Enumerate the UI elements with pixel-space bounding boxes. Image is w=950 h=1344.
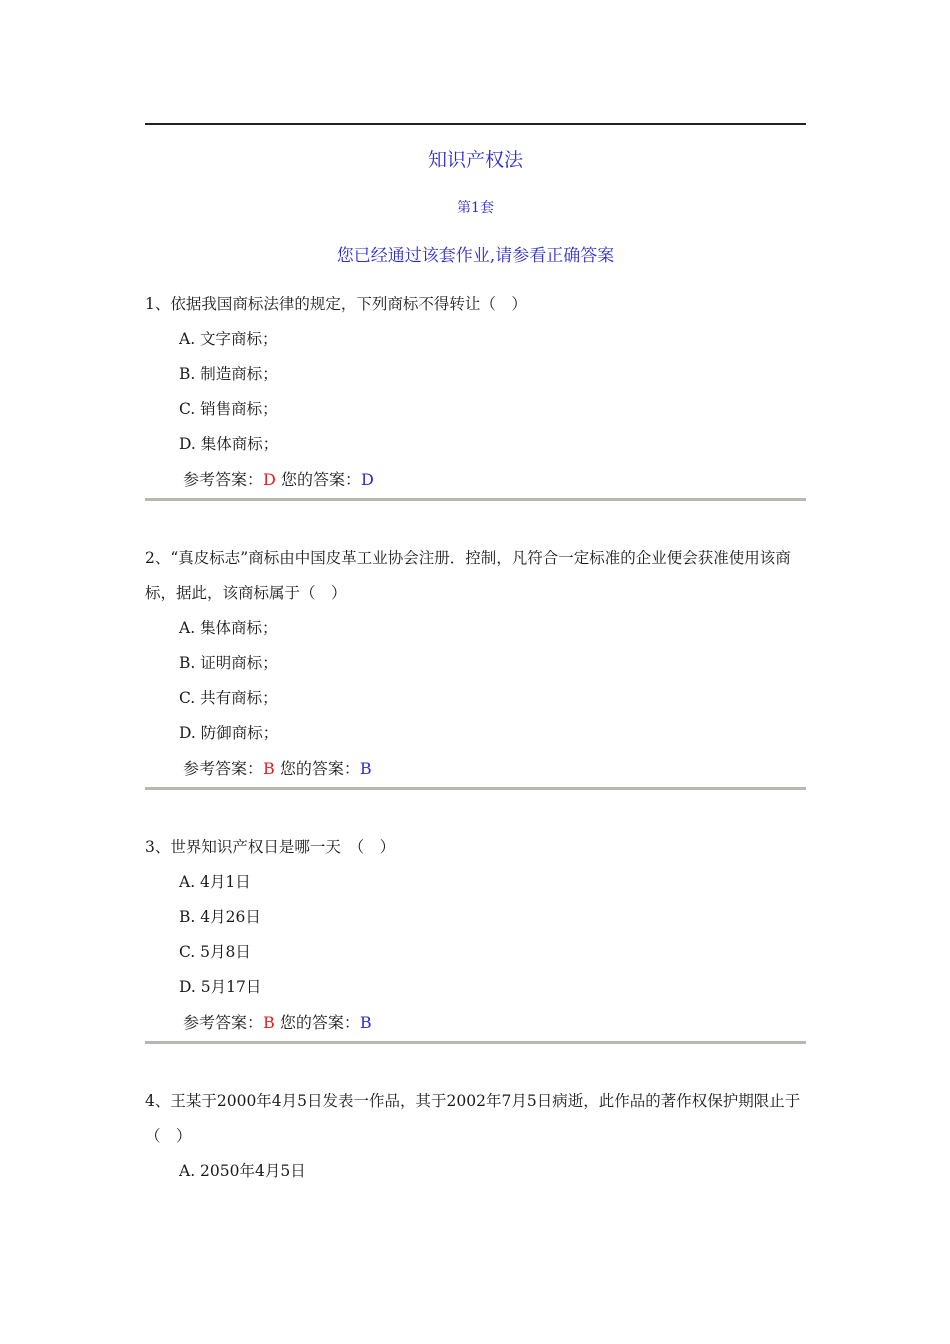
- option-c: C. 共有商标；: [179, 689, 278, 707]
- question-text: 1、依据我国商标法律的规定，下列商标不得转让（ ）: [145, 295, 527, 313]
- reference-answer-label: 参考答案：: [183, 1013, 264, 1032]
- your-answer-value: B: [359, 1013, 372, 1032]
- reference-answer-label: 参考答案：: [183, 470, 264, 489]
- question-1: [145, 287, 806, 501]
- completion-notice: 您已经通过该套作业,请参看正确答案: [336, 246, 615, 266]
- reference-answer-value: B: [263, 1013, 275, 1032]
- reference-answer-value: D: [263, 470, 276, 489]
- your-answer-value: D: [360, 470, 374, 489]
- reference-answer-label: 参考答案：: [183, 759, 264, 778]
- option-d: D. 集体商标；: [179, 435, 279, 453]
- question-text: 3、世界知识产权日是哪一天 （ ）: [145, 838, 396, 856]
- answer-row: [145, 751, 806, 790]
- option-a: A. 2050年4月5日: [179, 1162, 306, 1180]
- option-b: B. 4月26日: [179, 908, 261, 926]
- answer-row: [145, 462, 806, 501]
- your-answer-label: 您的答案：: [279, 1013, 360, 1032]
- question-2: [145, 541, 806, 790]
- question-text: 2、“真皮标志”商标由中国皮革工业协会注册．控制，凡符合一定标准的企业便会获准使用该商标，据此，该商标属于（ ）: [145, 549, 791, 602]
- your-answer-label: 您的答案：: [279, 759, 360, 778]
- option-d: D. 5月17日: [179, 978, 262, 996]
- option-b: B. 证明商标；: [179, 654, 278, 672]
- option-a: A. 4月1日: [179, 873, 251, 891]
- question-4: [145, 1084, 816, 1189]
- set-number: 第1套: [457, 200, 494, 216]
- answer-row: [145, 1005, 806, 1044]
- your-answer-label: 您的答案：: [280, 470, 361, 489]
- option-c: C. 5月8日: [179, 943, 251, 961]
- top-divider: [145, 123, 806, 125]
- option-a: A. 文字商标；: [179, 330, 278, 348]
- option-c: C. 销售商标；: [179, 400, 278, 418]
- your-answer-value: B: [359, 759, 372, 778]
- option-b: B. 制造商标；: [179, 365, 278, 383]
- option-a: A. 集体商标；: [179, 619, 278, 637]
- reference-answer-value: B: [263, 759, 275, 778]
- question-text: 4、王某于2000年4月5日发表一作品，其于2002年7月5日病逝，此作品的著作权保护期限止于 （ ）: [145, 1092, 816, 1145]
- page-title: 知识产权法: [427, 149, 523, 171]
- question-3: [145, 830, 806, 1044]
- option-d: D. 防御商标；: [179, 724, 279, 742]
